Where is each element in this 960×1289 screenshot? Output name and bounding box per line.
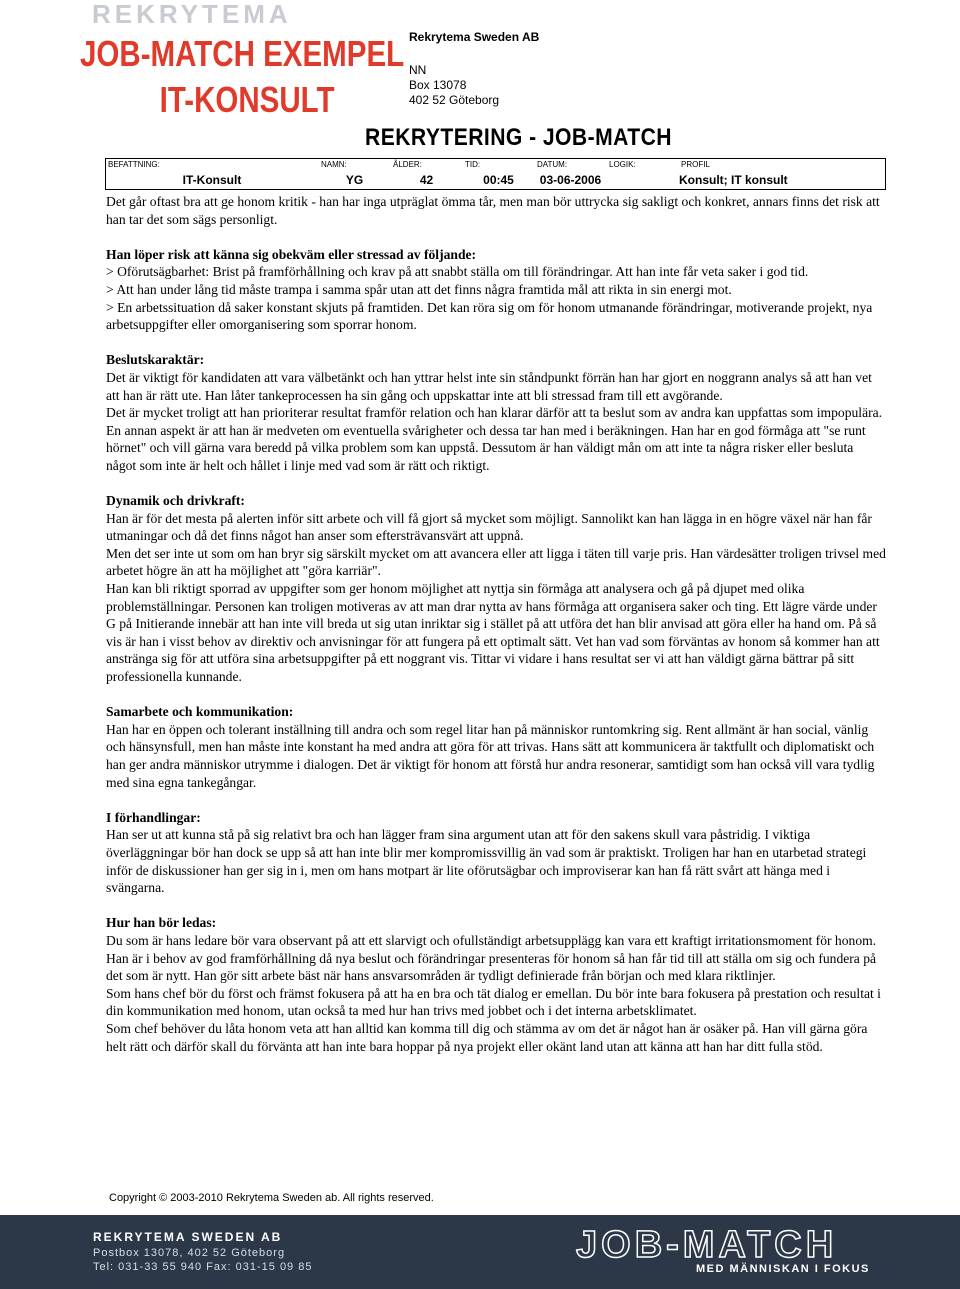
paragraph: Men det ser inte ut som om han bryr sig särskilt mycket om att avancera eller att ligga i täten till varje pris. Han värdesätter troligen trivsel med arbetet högre än att ha möjlighet att "göra karriär". [106, 545, 886, 579]
datum-cell [535, 159, 606, 189]
paragraph: > En arbetssituation då saker konstant skjuts på framtiden. Det kan röra sig om för honom utmanande förändringar, motiverande projekt, nya arbetsuppgifter eller omorganisering som sporrar honom. [106, 299, 873, 333]
spacer [409, 45, 539, 63]
field-value: 03-06-2006 [539, 173, 602, 187]
copyright-notice: Copyright © 2003-2010 Rekrytema Sweden ab. All rights reserved. [109, 1192, 434, 1204]
company-address [409, 30, 539, 108]
tid-cell [463, 159, 534, 189]
footer-address: Postbox 13078, 402 52 Göteborg [93, 1247, 286, 1259]
logik-cell [607, 159, 678, 189]
paragraph: Du som är hans ledare bör vara observant på att ett slarvigt och ofullständigt arbetsupplägg kan vara ett kraftigt irritationsmoment för honom. Han är i behov av god framförhållning då nya beslut och förändringar presenteras för honom så han får tid till att ställa om sig och fundera på det som är nytt. Han gör sitt arbete bäst när hans ansvarsområden är tydligt definierade från början och med klara riktlinjer. [106, 932, 877, 984]
candidate-info-box [105, 158, 886, 190]
paragraph: > Att han under lång tid måste trampa i samma spår utan att det finns några framtida mål att rikta in sin energi mot. [106, 281, 732, 297]
report-title: REKRYTERING - JOB-MATCH [365, 124, 672, 151]
paragraph: Det är mycket troligt att han prioriterar resultat framför relation och han klarar därför att ta beslut som av andra kan uppfattas som impopulära. [106, 405, 883, 421]
field-value: IT-Konsult [182, 173, 242, 187]
section-heading: Beslutskaraktär: [106, 352, 205, 368]
field-label: NAMN: [321, 160, 347, 169]
field-label: ÅLDER: [393, 160, 422, 169]
field-label: LOGIK: [609, 160, 636, 169]
footer-tagline: MED MÄNNISKAN I FOKUS [696, 1263, 870, 1275]
profil-cell [679, 159, 884, 189]
section-heading: I förhandlingar: [106, 809, 201, 825]
section-heading: Han löper risk att känna sig obekväm eller stressad av följande: [106, 246, 477, 262]
field-value: 42 [419, 173, 434, 187]
alder-cell [391, 159, 462, 189]
address-line: NN [409, 63, 427, 77]
field-label: TID: [465, 160, 481, 169]
section-heading: Samarbete och kommunikation: [106, 704, 294, 720]
footer-banner [0, 1215, 960, 1289]
paragraph: Han är för det mesta på alerten inför sitt arbete och vill få gjort så mycket som möjligt. Sannolikt kan han lägga in en högre växel när han får utmaningar och då det finns något han anser som eftersträvansvärt att uppnå. [106, 510, 872, 544]
paragraph: Som hans chef bör du först och främst fokusera på att ha en bra och tät dialog er emellan. Du bör inte bara fokusera på prestation och resultat i din kommunikation med honom, utan också ta med hur han trivs med jobbet och i det interna arbetsklimatet. [106, 985, 881, 1019]
footer-phone: Tel: 031-33 55 940 Fax: 031-15 09 85 [93, 1261, 313, 1273]
paragraph: Det går oftast bra att ge honom kritik - han har inga utpräglat ömma tår, men man bör uttrycka sig sakligt och konkret, annars finns det risk att han tar det som sägs personligt. [106, 194, 880, 227]
field-label: BEFATTNING: [108, 160, 160, 169]
paragraph: Han har en öppen och tolerant inställning till andra och som regel litar han på människor runtomkring sig. Rent allmänt är han social, vänlig och hänsynsfull, men han måste inte konstant ha med andra att göra för att trivas. Hans sätt att kommunicera är taktfullt och diplomatiskt och han ger andra människor utrymme i dialogen. Det är viktigt för honom att förstå hur andra resonerar, samtidigt som han också vill vara tydlig med sina egna tankegångar. [106, 721, 875, 790]
section-heading: Dynamik och drivkraft: [106, 493, 245, 509]
paragraph: Han ser ut att kunna stå på sig relativt bra och han lägger fram sina argument utan att för den sakens skull vara påstridig. I viktiga överläggningar bör han dock se upp så att han inte blir mer kompromissvillig än vad som är praktiskt. Troligen har han en utarbetad strategi inför de diskussioner han ger sig in i, men om hans motpart är lite oförutsägbar och improviserar kan han få rätt svårt att hänga med i svängarna. [106, 827, 867, 896]
paragraph: Det är viktigt för kandidaten att vara välbetänkt och han yttrar helst inte sin ståndpunkt förrän han har gjort en noggrann analys så att han vet att han är rätt ute. Han låter tankeprocessen ha sin gång och uppskattar inte att bli stressad fram till ett avgörande. [106, 369, 872, 403]
paragraph: Han kan bli riktigt sporrad av uppgifter som ger honom möjlighet att nyttja sin förmåga att analysera och gå på djupet med olika problemställningar. Personen kan troligen motiveras av att man drar nytta av hans förmåga att organisera saker och ting. Ett lägre värde under G på Initierande innebär att han inte vill breda ut sig utan inriktar sig i stället på att utföra det han blir anvisad att göra eller ha hand om. På så vis är han i visst behov av direktiv och anvisningar för att fungera på ett optimalt sätt. Vet han vad som förväntas av honom så kommer han att anstränga sig för att utföra sina arbetsuppgifter på ett noggrant vis. Tittar vi vidare i hans resultat ser vi att han väldigt gärna bättrar på sitt professionella kunnande. [106, 581, 880, 685]
field-value: Konsult; IT konsult [679, 173, 788, 187]
address-line: 402 52 Göteborg [409, 93, 500, 107]
report-body [106, 193, 886, 1055]
field-value: YG [345, 173, 364, 187]
section-heading: Hur han bör ledas: [106, 915, 217, 931]
address-line: Box 13078 [409, 78, 467, 92]
field-value: 00:45 [483, 173, 514, 187]
job-match-logo: JOB-MATCH [576, 1224, 838, 1266]
namn-cell [319, 159, 390, 189]
footer-company: REKRYTEMA SWEDEN AB [93, 1230, 283, 1244]
field-label: PROFIL [681, 160, 710, 169]
rekrytema-logo: REKRYTEMA [92, 0, 292, 29]
paragraph: > Oförutsägbarhet: Brist på framförhållning och krav på att snabbt ställa om till förändringar. Att han inte får veta saker i god tid. [106, 264, 809, 280]
paragraph: Som chef behöver du låta honom veta att han alltid kan komma till dig och stämma av om det är något han är osäker på. Han vill gärna göra helt rätt och därför skall du förvänta att han inte bara hoppar på nya projekt eller okänt land utan att känna att han har ditt fulla stöd. [106, 1020, 868, 1054]
company-name: Rekrytema Sweden AB [409, 30, 540, 44]
field-label: DATUM: [537, 160, 568, 169]
document-subtitle: IT-KONSULT [159, 79, 335, 120]
paragraph: En annan aspekt är att han är medveten om eventuella svårigheter och dessa tar han med i beräkningen. Han har en god förmåga att "se runt hörnet" och vill gärna vara beredd på vilka problem som kan uppstå. Dessutom är han väldigt mån om att inte ta några risker eller besluta något som inte är helt och hållet i linje med vad som är rätt och riktigt. [106, 422, 866, 473]
befattning-cell [106, 159, 318, 189]
document-title: JOB-MATCH EXEMPEL [80, 33, 405, 74]
